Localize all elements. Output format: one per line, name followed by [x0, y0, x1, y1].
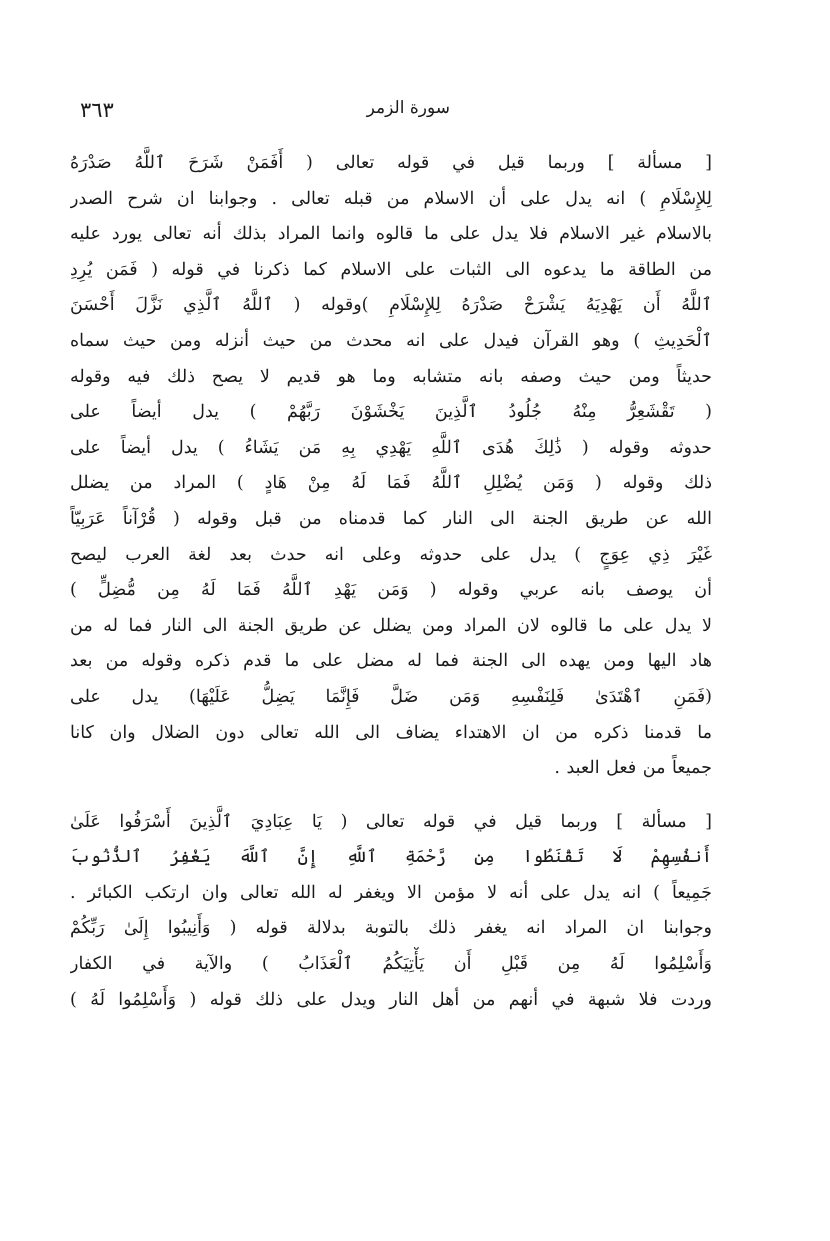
running-header — [80, 98, 710, 128]
text-line: هاد اليها ومن يهده الى الجنة فما له مضل على ما قدم ذكره وقوله من بعد — [70, 651, 712, 672]
paragraph-masala-2 — [70, 805, 712, 1019]
text-line: وَأَسْلِمُوا لَهُ مِن قَبْلِ أَن يَأْتِيَكُمُ ٱلْعَذَابُ ) والآية في الكفار — [70, 954, 712, 975]
text-line: بالاسلام غير الاسلام فلا يدل على ما قالوه وانما المراد بذلك أنه تعالى يورد عليه — [70, 224, 712, 245]
paragraph-masala-1 — [70, 146, 712, 787]
text-line: حدوثه وقوله ( ذَٰلِكَ هُدَى ٱللَّهِ يَهْدِي بِهِ مَن يَشَاءُ ) يدل أيضاً على — [70, 437, 712, 458]
text-line: جَمِيعاً ) انه يدل على أنه لا مؤمن الا ويغفر له الله تعالى وان ارتكب الكبائر . — [70, 882, 712, 903]
header-title: سورة الزمر — [366, 98, 450, 118]
text-line: لِلإِسْلَامِ ) انه يدل على أن الاسلام من قبله تعالى . وجوابنا ان شرح الصدر — [70, 188, 712, 209]
text-line: وجوابنا ان المراد انه يغفر ذلك بالتوبة بدلالة قوله ( وَأَنِيبُوا إِلَىٰ رَبِّكُمْ — [70, 918, 712, 939]
text-line: ٱللَّهُ أَن يَهْدِيَهُ يَشْرَحْ صَدْرَهُ لِلإِسْلَامِ )وقوله ( ٱللَّهُ ٱلَّذِي نَزَّلَ أَحْسَنَ — [70, 295, 712, 316]
text-line: أَنفُسِهِمْ لَا تَقْنَطُوا مِن رَّحْمَةِ ٱللَّهِ إِنَّ ٱللَّهَ يَغْفِرُ ٱلذُّنُوبَ — [70, 847, 712, 868]
paragraph-gap — [70, 787, 712, 805]
page-body — [70, 146, 712, 1018]
page-number: ٣٦٣ — [80, 98, 114, 122]
text-line: [ مسألة ] وربما قيل في قوله تعالى ( يَا عِبَادِيَ ٱلَّذِينَ أَسْرَفُوا عَلَىٰ — [70, 811, 712, 832]
text-line: ( تَقْشَعِرُّ مِنْهُ جُلُودُ ٱلَّذِينَ يَخْشَوْنَ رَبَّهُمْ ) يدل أيضاً على — [70, 402, 712, 423]
text-line: (فَمَنِ ٱهْتَدَىٰ فَلِنَفْسِهِ وَمَن ضَلَّ فَإِنَّمَا يَضِلُّ عَلَيْهَا) يدل على — [70, 686, 712, 707]
text-line: وردت فلا شبهة في أنهم من أهل النار ويدل على ذلك قوله ( وَأَسْلِمُوا لَهُ ) — [70, 989, 712, 1010]
text-line: ما قدمنا ذكره من ان الاهتداء يضاف الى الله تعالى دون الضلال وان كانا — [70, 722, 712, 743]
text-line: من الطاقة ما يدعوه الى الثبات على الاسلام كما ذكرنا في قوله ( فَمَن يُرِدِ — [70, 259, 712, 280]
text-line: ذلك وقوله ( وَمَن يُضْلِلِ ٱللَّهُ فَمَا لَهُ مِنْ هَادٍ ) المراد من يضلل — [70, 473, 712, 494]
text-line: أن يوصف بانه عربي وقوله ( وَمَن يَهْدِ ٱللَّهُ فَمَا لَهُ مِن مُّضِلٍّ ) — [70, 580, 712, 601]
text-line: جميعاً من فعل العبد . — [554, 758, 712, 779]
text-line: الله عن طريق الجنة الى النار كما قدمناه من قبل وقوله ( قُرْآناً عَرَبِيّاً — [70, 508, 712, 529]
text-line: [ مسألة ] وربما قيل في قوله تعالى ( أَفَمَنْ شَرَحَ ٱللَّهُ صَدْرَهُ — [70, 153, 712, 173]
text-line: ٱلْحَدِيثِ ) وهو القرآن فيدل على انه محدث من حيث أنزله ومن حيث سماه — [70, 330, 712, 351]
text-line: غَيْرَ ذِي عِوَجٍ ) يدل على حدوثه وعلى انه حدث بعد لغة العرب ليصح — [70, 544, 712, 565]
text-line: لا يدل على ما قالوه لان المراد ومن يضلل عن طريق الجنة الى النار فما له من — [70, 615, 712, 636]
text-line: حديثاً ومن حيث وصفه بانه متشابه وما هو قديم لا يصح ذلك فيه وقوله — [70, 366, 712, 387]
